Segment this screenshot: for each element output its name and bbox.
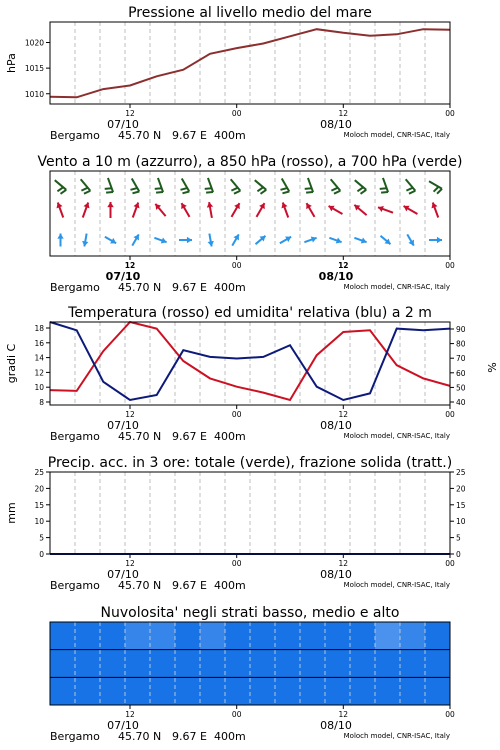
wind-700hpa-barb-feather xyxy=(234,191,240,194)
chart-title: Nuvolosita' negli strati basso, medio e alto xyxy=(100,605,400,621)
cloud-cell xyxy=(325,622,351,650)
wind-700hpa-barb-feather xyxy=(130,188,137,190)
x-tick-label: 00 xyxy=(445,410,455,419)
cloud-cell xyxy=(375,622,401,650)
wind-700hpa-barb-feather xyxy=(156,192,163,193)
location-name: Bergamo xyxy=(50,579,100,592)
y-tick-label: 0 xyxy=(39,550,44,559)
y-tick-label: 12 xyxy=(34,368,44,378)
elevation: 400m xyxy=(214,730,246,743)
longitude: 9.67 E xyxy=(172,430,207,443)
cloud-cell xyxy=(125,622,151,650)
chart-title: Temperatura (rosso) ed umidita' relativa (blu) a 2 m xyxy=(68,305,432,321)
y-tick-label-right: 80 xyxy=(456,339,466,349)
wind-850hpa-arrow-head xyxy=(107,202,113,207)
cloud-cell xyxy=(275,650,301,678)
x-tick-label: 00 xyxy=(445,710,455,719)
cloud-cell xyxy=(50,677,76,705)
cloud-cell xyxy=(100,677,126,705)
date-label: 08/10 xyxy=(320,719,352,732)
y-tick-label-right: 20 xyxy=(456,484,466,494)
cloud-cell xyxy=(200,677,226,705)
wind-700hpa-barb-feather xyxy=(105,188,112,189)
latitude: 45.70 N xyxy=(118,281,162,294)
wind-700hpa-barb-feather xyxy=(334,191,340,194)
cloud-cell xyxy=(225,622,251,650)
x-tick-label: 00 xyxy=(231,559,242,568)
cloud-cell xyxy=(250,622,276,650)
x-tick-label: 12 xyxy=(125,410,135,419)
date-label: 07/10 xyxy=(105,270,141,283)
wind-700hpa-barb-feather xyxy=(257,187,263,191)
cloud-cell xyxy=(50,650,76,678)
cloud-cell xyxy=(325,650,351,678)
y-tick-label: 10 xyxy=(34,517,44,527)
wind-700hpa-barb-feather xyxy=(357,187,363,191)
cloud-cell xyxy=(75,650,101,678)
wind-700hpa-barb-feather xyxy=(381,192,388,193)
x-tick-label: 00 xyxy=(445,261,455,270)
cloud-cell xyxy=(75,622,101,650)
model-credit: Moloch model, CNR-ISAC, Italy xyxy=(343,131,450,139)
chart-title: Vento a 10 m (azzurro), a 850 hPa (rosso), a 700 hPa (verde) xyxy=(37,154,463,170)
cloud-cell xyxy=(300,622,326,650)
cloud-cell xyxy=(150,622,176,650)
latitude: 45.70 N xyxy=(118,129,162,142)
y-axis-label: gradi C xyxy=(5,343,18,384)
wind-700hpa-barb-feather xyxy=(282,191,289,193)
x-tick-label: 12 xyxy=(338,109,349,118)
model-credit: Moloch model, CNR-ISAC, Italy xyxy=(343,581,450,589)
cloud-cell xyxy=(350,677,376,705)
y-tick-label: 1015 xyxy=(24,64,44,74)
wind-700hpa-barb-feather xyxy=(331,188,337,191)
y-axis-label: mm xyxy=(5,502,18,524)
cloud-cell xyxy=(375,650,401,678)
date-label: 08/10 xyxy=(320,118,352,131)
cloud-cell xyxy=(50,622,76,650)
cloud-cell xyxy=(350,622,376,650)
date-label: 07/10 xyxy=(107,719,139,732)
x-tick-label: 12 xyxy=(125,109,135,118)
y-tick-label: 5 xyxy=(39,533,44,543)
cloud-cell xyxy=(175,622,201,650)
wind-700hpa-barb-feather xyxy=(231,188,237,191)
cloud-cell xyxy=(400,650,426,678)
date-label: 07/10 xyxy=(107,118,139,131)
date-label: 08/10 xyxy=(320,568,352,581)
x-tick-label: 00 xyxy=(231,261,242,270)
cloud-cell xyxy=(150,677,176,705)
x-tick-label: 12 xyxy=(338,410,349,419)
cloud-cell xyxy=(75,677,101,705)
cloud-cell xyxy=(100,622,126,650)
cloud-cell xyxy=(175,677,201,705)
cloud-cell xyxy=(375,677,401,705)
wind-700hpa-barb-feather xyxy=(409,191,415,194)
wind-700hpa-barb-feather xyxy=(206,192,213,193)
latitude: 45.70 N xyxy=(118,430,162,443)
wind-700hpa-barb-feather xyxy=(132,191,139,193)
y-tick-label-right: 90 xyxy=(456,325,466,334)
y-axis-label-right: % xyxy=(485,362,498,373)
wind-700hpa-barb-feather xyxy=(406,188,412,191)
y-tick-label: 18 xyxy=(34,324,44,333)
plot-frame xyxy=(50,472,450,554)
x-tick-label: 12 xyxy=(124,261,136,270)
wind-10m-arrow-head xyxy=(437,237,442,243)
y-axis-label: hPa xyxy=(5,53,18,73)
y-tick-label: 1020 xyxy=(24,38,44,48)
wind-10m-arrow-head xyxy=(187,237,192,243)
wind-700hpa-barb-feather xyxy=(361,190,367,194)
cloud-cell xyxy=(275,622,301,650)
y-tick-label: 25 xyxy=(34,468,44,477)
chart-title: Precip. acc. in 3 ore: totale (verde), frazione solida (tratt.) xyxy=(47,455,453,471)
cloud-cell xyxy=(225,677,251,705)
wind-700hpa-barb-feather xyxy=(437,189,442,194)
cloud-cell xyxy=(200,650,226,678)
y-tick-label-right: 25 xyxy=(456,468,466,477)
model-credit: Moloch model, CNR-ISAC, Italy xyxy=(343,432,450,440)
wind-700hpa-barb-feather xyxy=(305,188,312,189)
cloud-cell xyxy=(300,650,326,678)
cloud-cell xyxy=(250,677,276,705)
wind-700hpa-barb-feather xyxy=(380,188,387,189)
cloud-cell xyxy=(150,650,176,678)
elevation: 400m xyxy=(214,129,246,142)
x-tick-label: 00 xyxy=(231,710,242,719)
y-tick-label-right: 15 xyxy=(456,500,466,510)
wind-700hpa-barb-feather xyxy=(280,188,287,190)
wind-700hpa-barb-feather xyxy=(84,191,90,194)
wind-10m-arrow-head xyxy=(57,234,63,239)
location-name: Bergamo xyxy=(50,730,100,743)
cloud-cell xyxy=(300,677,326,705)
x-tick-label: 00 xyxy=(231,410,242,419)
chart-title: Pressione al livello medio del mare xyxy=(128,5,372,21)
latitude: 45.70 N xyxy=(118,579,162,592)
wind-700hpa-barb-feather xyxy=(261,190,267,194)
y-tick-label: 10 xyxy=(34,383,44,393)
wind-700hpa-barb-feather xyxy=(306,192,313,193)
wind-700hpa-barb-feather xyxy=(81,188,87,191)
y-tick-label: 14 xyxy=(34,353,44,363)
wind-700hpa-barb xyxy=(208,178,213,192)
cloud-cell xyxy=(125,650,151,678)
cloud-cell xyxy=(425,622,451,650)
wind-700hpa-barb-feather xyxy=(61,190,67,194)
y-tick-label: 8 xyxy=(39,398,44,407)
wind-700hpa-barb xyxy=(308,178,313,192)
wind-700hpa-barb-feather xyxy=(180,188,187,190)
x-tick-label: 12 xyxy=(338,261,349,270)
cloud-cell xyxy=(100,650,126,678)
cloud-cell xyxy=(400,622,426,650)
wind-700hpa-barb-feather xyxy=(182,191,189,193)
x-tick-label: 12 xyxy=(338,710,349,719)
cloud-cell xyxy=(200,622,226,650)
wind-700hpa-barb xyxy=(383,178,388,192)
cloud-cell xyxy=(275,677,301,705)
wind-700hpa-barb xyxy=(158,178,163,192)
y-tick-label: 20 xyxy=(34,484,44,494)
y-tick-label-right: 40 xyxy=(456,398,466,407)
location-name: Bergamo xyxy=(50,281,100,294)
cloud-cell xyxy=(125,677,151,705)
x-tick-label: 12 xyxy=(125,710,135,719)
longitude: 9.67 E xyxy=(172,281,207,294)
elevation: 400m xyxy=(214,281,246,294)
cloud-cell xyxy=(400,677,426,705)
x-tick-label: 00 xyxy=(445,109,455,118)
location-name: Bergamo xyxy=(50,129,100,142)
elevation: 400m xyxy=(214,579,246,592)
cloud-cell xyxy=(225,650,251,678)
wind-700hpa-barb-feather xyxy=(155,188,162,189)
y-tick-label: 15 xyxy=(34,500,44,510)
x-tick-label: 00 xyxy=(231,109,242,118)
model-credit: Moloch model, CNR-ISAC, Italy xyxy=(343,283,450,291)
wind-700hpa-barb-feather xyxy=(434,187,439,192)
wind-700hpa-barb xyxy=(108,178,113,192)
y-tick-label: 1010 xyxy=(24,89,44,99)
x-tick-label: 12 xyxy=(125,559,135,568)
wind-700hpa-barb-feather xyxy=(106,192,113,193)
elevation: 400m xyxy=(214,430,246,443)
cloud-cell xyxy=(425,650,451,678)
cloud-cell xyxy=(175,650,201,678)
model-credit: Moloch model, CNR-ISAC, Italy xyxy=(343,732,450,740)
y-tick-label: 16 xyxy=(34,338,44,348)
wind-700hpa-barb-feather xyxy=(57,187,63,191)
y-tick-label-right: 5 xyxy=(456,533,461,543)
longitude: 9.67 E xyxy=(172,730,207,743)
date-label: 07/10 xyxy=(107,568,139,581)
cloud-cell xyxy=(425,677,451,705)
location-name: Bergamo xyxy=(50,430,100,443)
x-tick-label: 12 xyxy=(338,559,349,568)
longitude: 9.67 E xyxy=(172,129,207,142)
wind-700hpa-barb-feather xyxy=(205,188,212,189)
y-tick-label-right: 0 xyxy=(456,550,461,559)
y-tick-label-right: 50 xyxy=(456,383,466,393)
x-tick-label: 00 xyxy=(445,559,455,568)
y-tick-label-right: 60 xyxy=(456,368,466,378)
date-label: 08/10 xyxy=(318,270,354,283)
cloud-cell xyxy=(325,677,351,705)
date-label: 08/10 xyxy=(320,419,352,432)
cloud-cell xyxy=(250,650,276,678)
longitude: 9.67 E xyxy=(172,579,207,592)
y-tick-label-right: 70 xyxy=(456,354,466,364)
latitude: 45.70 N xyxy=(118,730,162,743)
date-label: 07/10 xyxy=(107,419,139,432)
wind-700hpa-barb xyxy=(429,181,442,189)
y-tick-label-right: 10 xyxy=(456,517,466,527)
cloud-cell xyxy=(350,650,376,678)
